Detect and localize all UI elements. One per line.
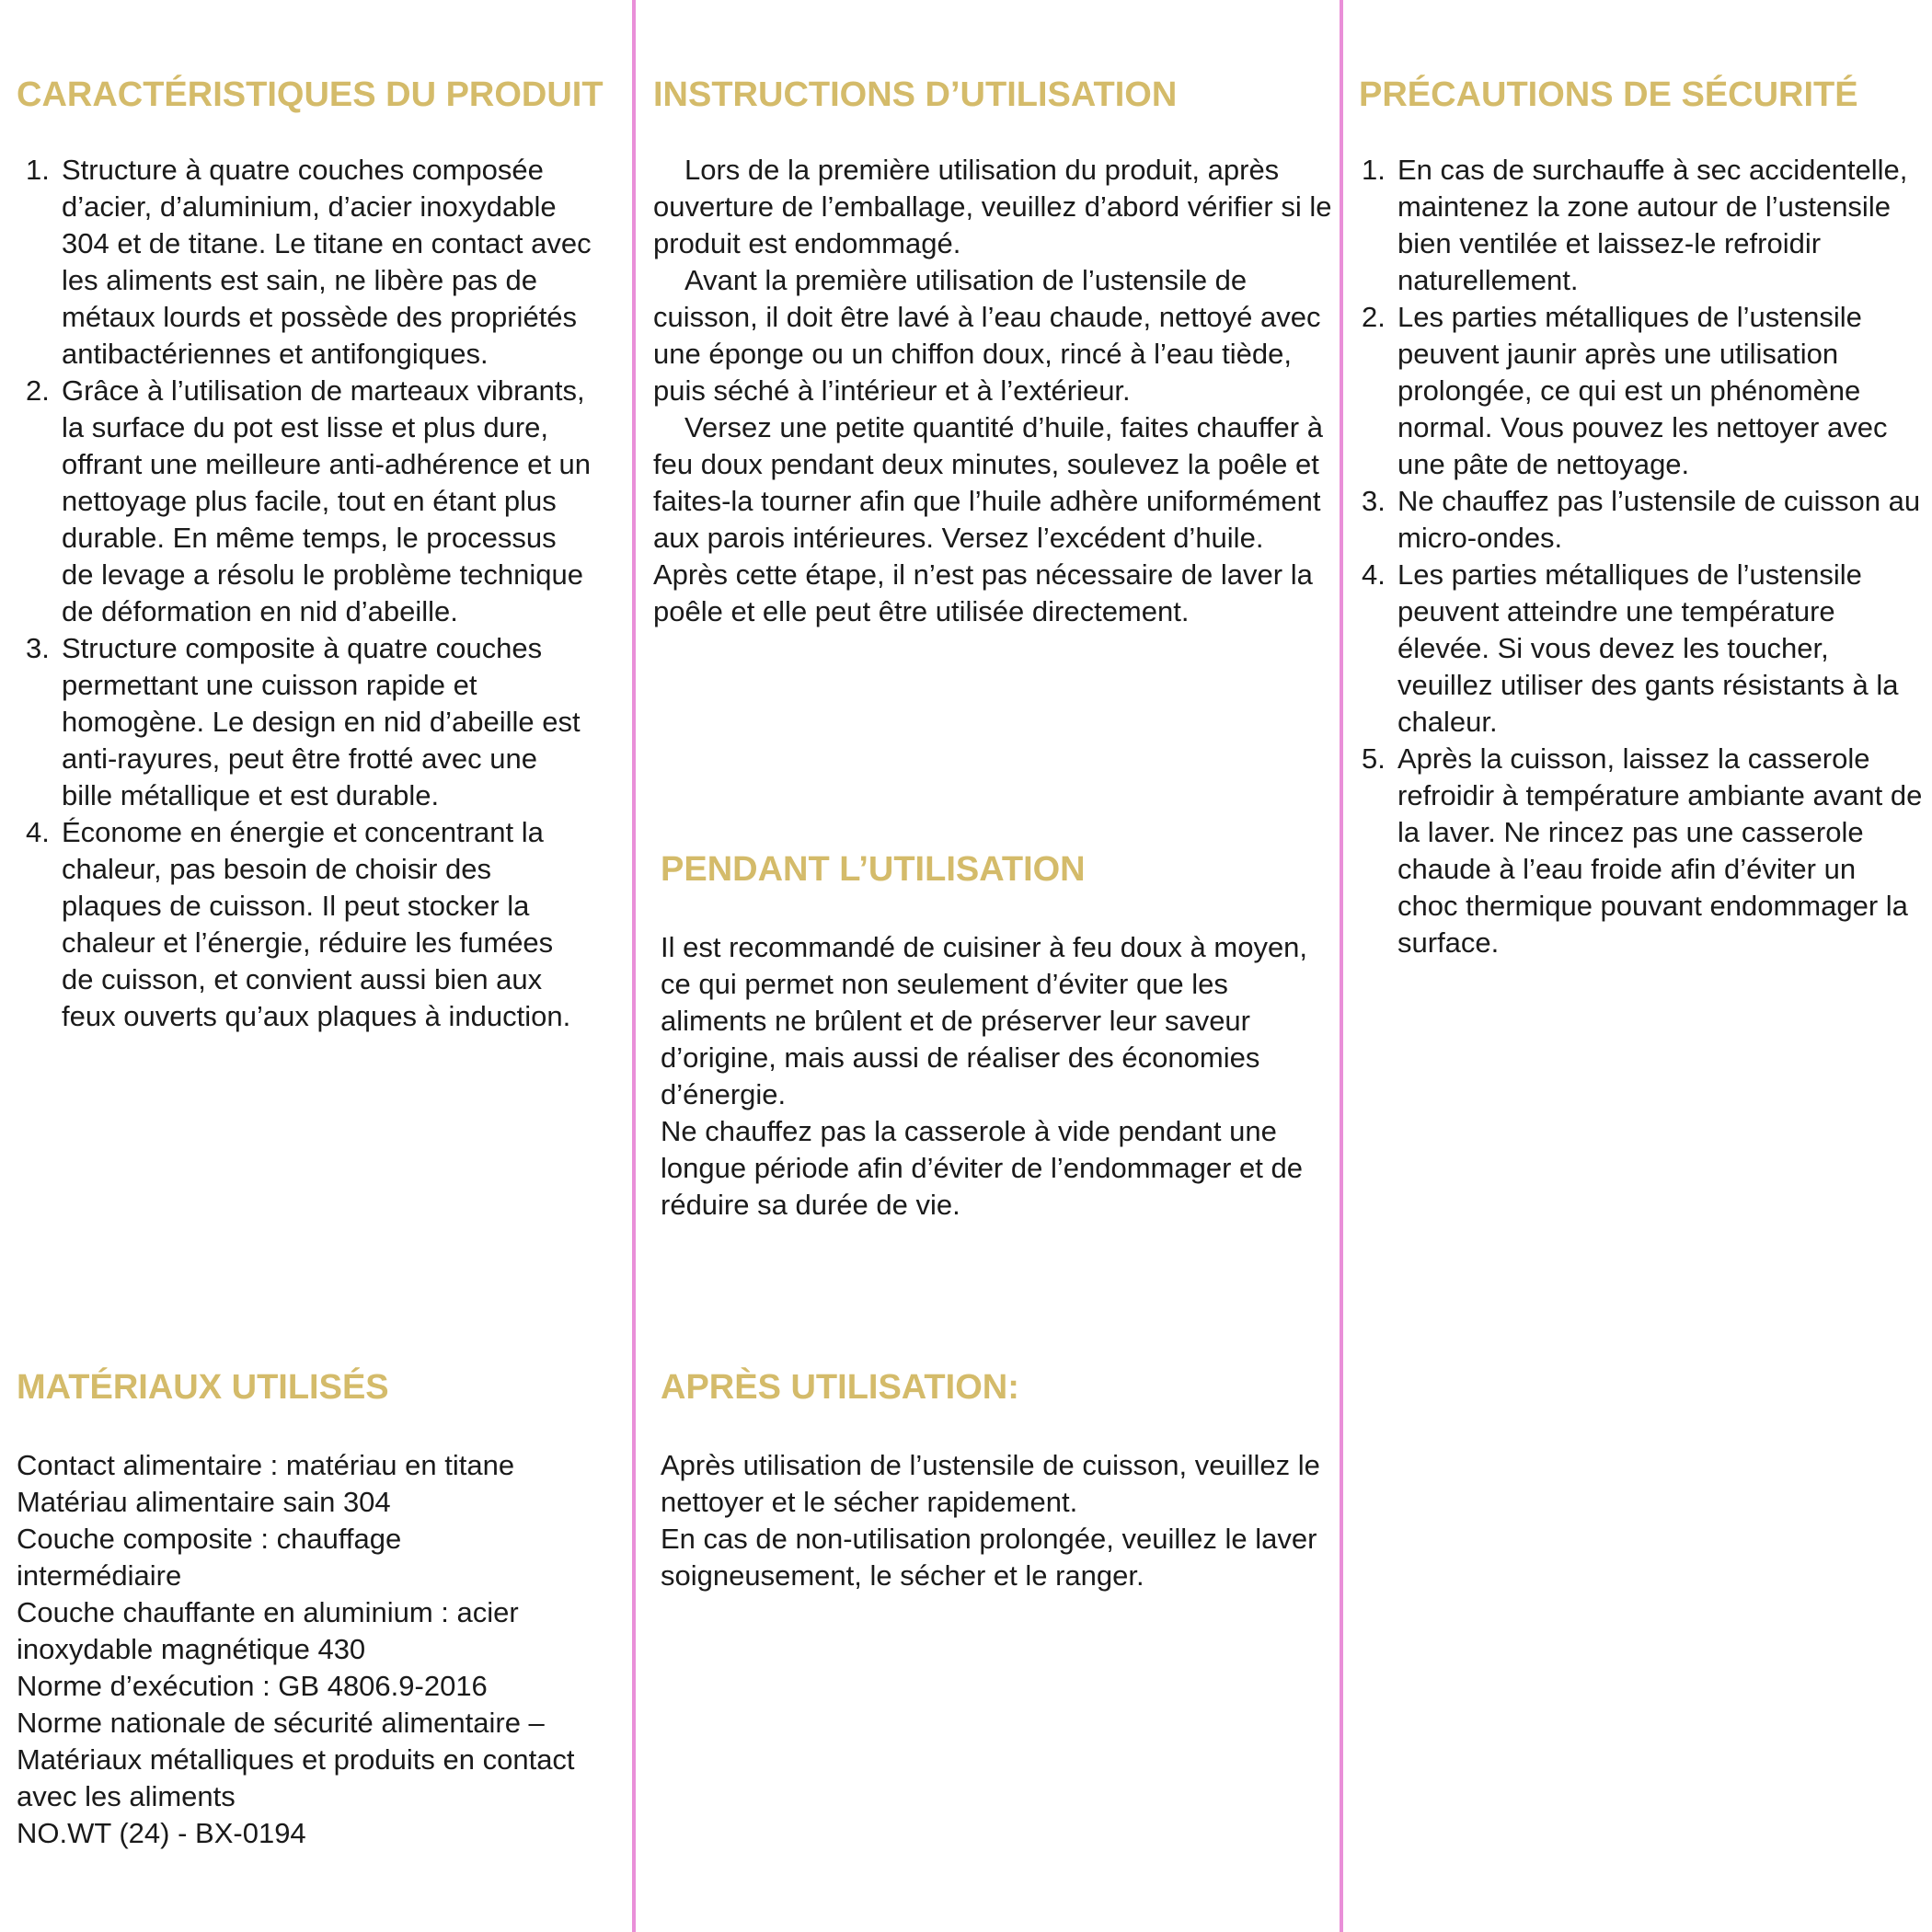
after-use-paragraph: Après utilisation de l’ustensile de cuisson, veuillez le nettoyer et le sécher rapidement. <box>661 1449 1320 1518</box>
list-item-text: Les parties métalliques de l’ustensile peuvent atteindre une température élevée. Si vous devez les toucher, veuillez utiliser des gants résistants à la chaleur. <box>1397 558 1899 738</box>
materials-line: Contact alimentaire : matériau en titane <box>17 1449 515 1481</box>
instructions-paragraph: Avant la première utilisation de l’ustensile de cuisson, il doit être lavé à l’eau chaude, nettoyé avec une éponge ou un chiffon doux, rincé à l’eau tiède, puis séché à l’intérieur et à l’extérieur. <box>653 264 1321 407</box>
list-item-text: Les parties métalliques de l’ustensile peuvent jaunir après une utilisation prolongée, ce qui est un phénomène normal. Vous pouvez les nettoyer avec une pâte de nettoyage. <box>1397 301 1888 480</box>
list-item-text: Structure à quatre couches composée d’acier, d’aluminium, d’acier inoxydable 304 et de titane. Le titane en contact avec les aliments est sain, ne libère pas de métaux lourds et possède des propriétés antibactériennes et antifongiques. <box>62 154 592 370</box>
materials-line: Couche composite : chauffage intermédiaire <box>17 1523 402 1592</box>
instructions-paragraph: Lors de la première utilisation du produit, après ouverture de l’emballage, veuillez d’abord vérifier si le produit est endommagé. <box>653 154 1332 259</box>
instructions-heading: INSTRUCTIONS D’UTILISATION <box>653 75 1178 114</box>
list-item-number: 1. <box>1362 154 1386 186</box>
materials-line: NO.WT (24) - BX-0194 <box>17 1817 306 1849</box>
during-use-paragraph: Il est recommandé de cuisiner à feu doux à moyen, ce qui permet non seulement d’éviter que les aliments ne brûlent et de préserver leur saveur d’origine, mais aussi de réaliser des économies d’énergie. <box>661 931 1308 1110</box>
list-item <box>17 630 592 814</box>
during-use-heading: PENDANT L’UTILISATION <box>661 850 1086 889</box>
after-use-heading: APRÈS UTILISATION: <box>661 1368 1019 1407</box>
list-item-text: Grâce à l’utilisation de marteaux vibrants, la surface du pot est lisse et plus dure, offrant une meilleure anti-adhérence et un nettoyage plus facile, tout en étant plus durable. En même temps, le processus de levage a résolu le problème technique de déformation en nid d’abeille. <box>62 374 592 627</box>
instructions-paragraph: Versez une petite quantité d’huile, faites chauffer à feu doux pendant deux minutes, soulevez la poêle et faites-la tourner afin que l’huile adhère uniformément aux parois intérieures. Versez l’excédent d’huile. Après cette étape, il n’est pas nécessaire de laver la poêle et elle peut être utilisée directement. <box>653 411 1323 627</box>
after-use-paragraph: En cas de non-utilisation prolongée, veuillez le laver soigneusement, le sécher et le ranger. <box>661 1523 1317 1592</box>
list-item-number: 4. <box>1362 558 1386 591</box>
during-use-block <box>661 929 1323 1224</box>
list-item <box>17 814 592 1035</box>
list-item-number: 2. <box>26 374 50 407</box>
list-item-text: Économe en énergie et concentrant la chaleur, pas besoin de choisir des plaques de cuisson. Il peut stocker la chaleur et l’énergie, réduire les fumées de cuisson, et convient aussi bien aux feux ouverts qu’aux plaques à induction. <box>62 816 571 1032</box>
materials-line: Couche chauffante en aluminium : acier inoxydable magnétique 430 <box>17 1596 519 1665</box>
list-item-text: Ne chauffez pas l’ustensile de cuisson au micro-ondes. <box>1397 485 1921 554</box>
materials-block <box>17 1447 624 1852</box>
materials-line: Norme nationale de sécurité alimentaire – Matériaux métalliques et produits en contact avec les aliments <box>17 1707 575 1812</box>
list-item-text: Structure composite à quatre couches permettant une cuisson rapide et homogène. Le design en nid d’abeille est anti-rayures, peut être frotté avec une bille métallique et est durable. <box>62 632 581 811</box>
safety-list-block <box>1352 152 1923 961</box>
during-use-paragraph: Ne chauffez pas la casserole à vide pendant une longue période afin d’éviter de l’endommager et de réduire sa durée de vie. <box>661 1115 1303 1221</box>
list-item-number: 1. <box>26 154 50 186</box>
list-item <box>1352 557 1923 741</box>
materials-heading: MATÉRIAUX UTILISÉS <box>17 1368 389 1407</box>
list-item <box>1352 152 1923 299</box>
materials-line: Norme d’exécution : GB 4806.9-2016 <box>17 1670 488 1702</box>
column-divider-left <box>632 0 636 1932</box>
after-use-block <box>661 1447 1337 1594</box>
instructions-block <box>653 152 1334 630</box>
materials-line: Matériau alimentaire sain 304 <box>17 1486 391 1518</box>
list-item <box>17 152 592 373</box>
list-item-text: Après la cuisson, laissez la casserole refroidir à température ambiante avant de la laver. Ne rincez pas une casserole chaude à l’eau froide afin d’éviter un choc thermique pouvant endommager la surface. <box>1397 742 1923 959</box>
list-item <box>1352 299 1923 483</box>
features-list-block <box>17 152 592 1035</box>
list-item-number: 4. <box>26 816 50 848</box>
features-heading: CARACTÉRISTIQUES DU PRODUIT <box>17 75 604 114</box>
safety-heading: PRÉCAUTIONS DE SÉCURITÉ <box>1359 75 1858 114</box>
list-item <box>1352 741 1923 961</box>
list-item-number: 3. <box>26 632 50 664</box>
features-list <box>17 152 592 1035</box>
list-item-text: En cas de surchauffe à sec accidentelle, maintenez la zone autour de l’ustensile bien ventilée et laissez-le refroidir naturellement. <box>1397 154 1908 296</box>
list-item-number: 5. <box>1362 742 1386 775</box>
list-item-number: 3. <box>1362 485 1386 517</box>
column-divider-right <box>1340 0 1343 1932</box>
list-item-number: 2. <box>1362 301 1386 333</box>
safety-list <box>1352 152 1923 961</box>
list-item <box>1352 483 1923 557</box>
list-item <box>17 373 592 630</box>
